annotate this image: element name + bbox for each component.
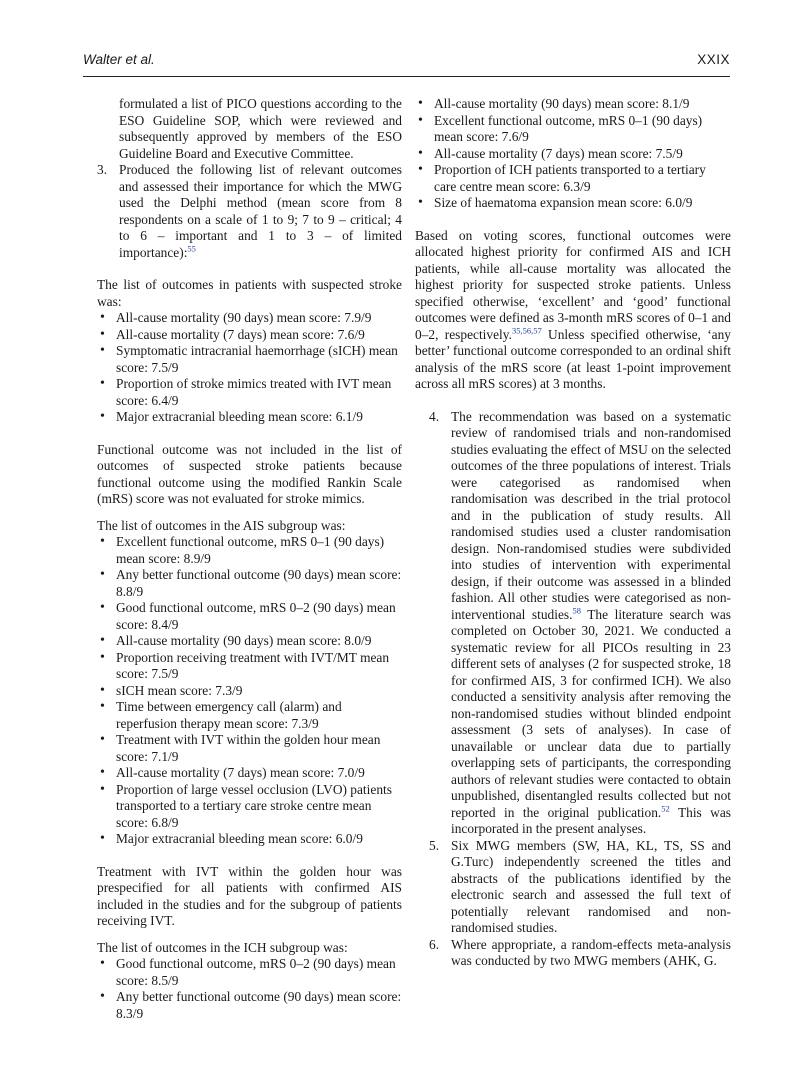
list-item: • Any better functional outcome (90 days) mean score: 8.3/9: [97, 989, 402, 1022]
list-item: • Good functional outcome, mRS 0–2 (90 days) mean score: 8.5/9: [97, 956, 402, 989]
list-item: • Excellent functional outcome, mRS 0–1 (90 days) mean score: 8.9/9: [97, 534, 402, 567]
voting-text: Based on voting scores, functional outcomes were allocated highest priority for confirmed AIS and ICH patients, while all-cause mortality was allocated the highest priority for suspected stroke patients. Unless specified otherwise, ‘excellent’ and ‘good’ functional outcomes were defined as 3-month mRS scores of 0–1 and 0–2, respectively.: [415, 227, 731, 342]
item-text: Six MWG members (SW, HA, KL, TS, SS and G.Turc) independently screened the titles and abstracts of the publications identified by the electronic search and assessed the full text of potentially relevant randomised and non-randomised studies.: [451, 837, 731, 935]
list-item: • All-cause mortality (7 days) mean score: 7.5/9: [415, 146, 731, 163]
left-column: [97, 96, 402, 1022]
spacer: [97, 426, 402, 442]
item-text: The recommendation was based on a systematic review of randomised trials and non-randomised studies evaluating the effect of MSU on the selected outcomes of the three populations of interest. Trials were categorised as randomised when randomisation was described in the trial protocol and in the publication of study results. All randomised studies used a cluster randomisation design. Non-randomised studies were subdivided into studies of intervention with experimental design, if their outcome was assessed in a blinded fashion. All other studies were categorised as non-interventional studies.: [451, 408, 731, 622]
header-authors: Walter et al.: [83, 52, 155, 67]
list-item: • All-cause mortality (7 days) mean score: 7.0/9: [97, 765, 402, 782]
list-item: • All-cause mortality (7 days) mean score: 7.6/9: [97, 327, 402, 344]
spacer: [97, 508, 402, 518]
functional-outcome-note: Functional outcome was not included in the list of outcomes of suspected stroke patients because functional outcome using the modified Rankin Scale (mRS) score was not evaluated for stroke mimics.: [97, 441, 402, 506]
list-item: • Excellent functional outcome, mRS 0–1 (90 days) mean score: 7.6/9: [415, 113, 731, 146]
item-number: 4.: [429, 408, 440, 424]
ais-list-intro: The list of outcomes in the AIS subgroup was:: [97, 517, 346, 533]
list-item: • All-cause mortality (90 days) mean score: 7.9/9: [97, 310, 402, 327]
spacer: [97, 930, 402, 940]
right-column: [415, 96, 731, 970]
list-item: • Time between emergency call (alarm) and reperfusion therapy mean score: 7.3/9: [97, 699, 402, 732]
list-item: • All-cause mortality (90 days) mean score: 8.1/9: [415, 96, 731, 113]
header-rule: [83, 76, 730, 77]
method-item-6: [429, 937, 731, 970]
ich-list-intro: The list of outcomes in the ICH subgroup was:: [97, 939, 348, 955]
method-item-5: [429, 838, 731, 937]
list-item: • All-cause mortality (90 days) mean score: 8.0/9: [97, 633, 402, 650]
item-text: This was incorporated in the present analyses.: [451, 804, 731, 836]
golden-hour-note: Treatment with IVT within the golden hour was prespecified for all patients with confirmed AIS included in the studies and for the subgroup of patients receiving IVT.: [97, 863, 402, 928]
citation-link[interactable]: 35,56,57: [511, 325, 542, 336]
list-item: • Any better functional outcome (90 days) mean score: 8.8/9: [97, 567, 402, 600]
suspected-list-intro: The list of outcomes in patients with suspected stroke was:: [97, 277, 402, 309]
list-item: • sICH mean score: 7.3/9: [97, 683, 402, 700]
method-item-3: [97, 162, 402, 261]
list-item: • Symptomatic intracranial haemorrhage (sICH) mean score: 7.5/9: [97, 343, 402, 376]
method-item-4: [429, 409, 731, 838]
citation-link[interactable]: 55: [187, 243, 196, 254]
list-item: • Treatment with IVT within the golden hour mean score: 7.1/9: [97, 732, 402, 765]
voting-text-2: Unless specified otherwise, ‘any better’ functional outcome corresponded to an ordinal shift analysis of the mRS score (at least 1-point improvement across all mRS scores) at 3 months.: [415, 326, 732, 391]
citation-link[interactable]: 58: [572, 605, 581, 616]
spacer: [97, 261, 402, 277]
list-item: • Proportion of stroke mimics treated with IVT mean score: 6.4/9: [97, 376, 402, 409]
item-number: 5.: [429, 837, 440, 853]
voting-paragraph: [415, 228, 731, 393]
list-item: • Good functional outcome, mRS 0–2 (90 days) mean score: 8.4/9: [97, 600, 402, 633]
list-item: • Major extracranial bleeding mean score: 6.1/9: [97, 409, 402, 426]
running-header: [83, 52, 730, 72]
list-item: • Proportion receiving treatment with IVT/MT mean score: 7.5/9: [97, 650, 402, 683]
method-list-left: [97, 162, 402, 261]
spacer: [415, 212, 731, 228]
list-item: • Proportion of ICH patients transported to a tertiary care centre mean score: 6.3/9: [415, 162, 731, 195]
continued-paragraph: formulated a list of PICO questions according to the ESO Guideline SOP, which were reviewed and subsequently approved by members of the ESO Guideline Board and Executive Committee.: [119, 96, 402, 161]
list-item: • Size of haematoma expansion mean score: 6.0/9: [415, 195, 731, 212]
ich-outcomes-list-continued: [415, 96, 731, 212]
item-number: 6.: [429, 936, 440, 952]
ais-outcomes-list: [97, 534, 402, 848]
spacer: [97, 848, 402, 864]
spacer: [415, 393, 731, 409]
item-text: Produced the following list of relevant outcomes and assessed their importance for which the MWG used the Delphi method (mean score from 8 respondents on a scale of 1 to 9; 7 to 9 – critical; 4 to 6 – important and 1 to 3 – of limited importance):: [119, 162, 402, 260]
header-page-number: XXIX: [697, 52, 730, 67]
item-number: 3.: [97, 162, 108, 177]
list-item: • Major extracranial bleeding mean score: 6.0/9: [97, 831, 402, 848]
suspected-outcomes-list: [97, 310, 402, 426]
item-text: The literature search was completed on October 30, 2021. We conducted a systematic review for all PICOs resulting in 23 different sets of analyses (2 for suspected stroke, 18 for confirmed AIS, 3 for confirmed ICH). We also conducted a sensitivity analysis after removing the non-randomised studies without blinded endpoint assessment (3 sets of analyses). In case of unavailable or unclear data due to partially overlapping sets of participants, the corresponding authors of relevant studies were contacted to obtain unpublished, disentangled results collected but not reported in the original publication.: [451, 606, 732, 820]
citation-link[interactable]: 52: [661, 803, 670, 814]
method-list-right: [415, 409, 731, 970]
ich-outcomes-list: [97, 956, 402, 1022]
item-text: Where appropriate, a random-effects meta-analysis was conducted by two MWG members (AHK, G.: [451, 936, 731, 968]
list-item: • Proportion of large vessel occlusion (LVO) patients transported to a tertiary care stroke centre mean score: 6.8/9: [97, 782, 402, 832]
